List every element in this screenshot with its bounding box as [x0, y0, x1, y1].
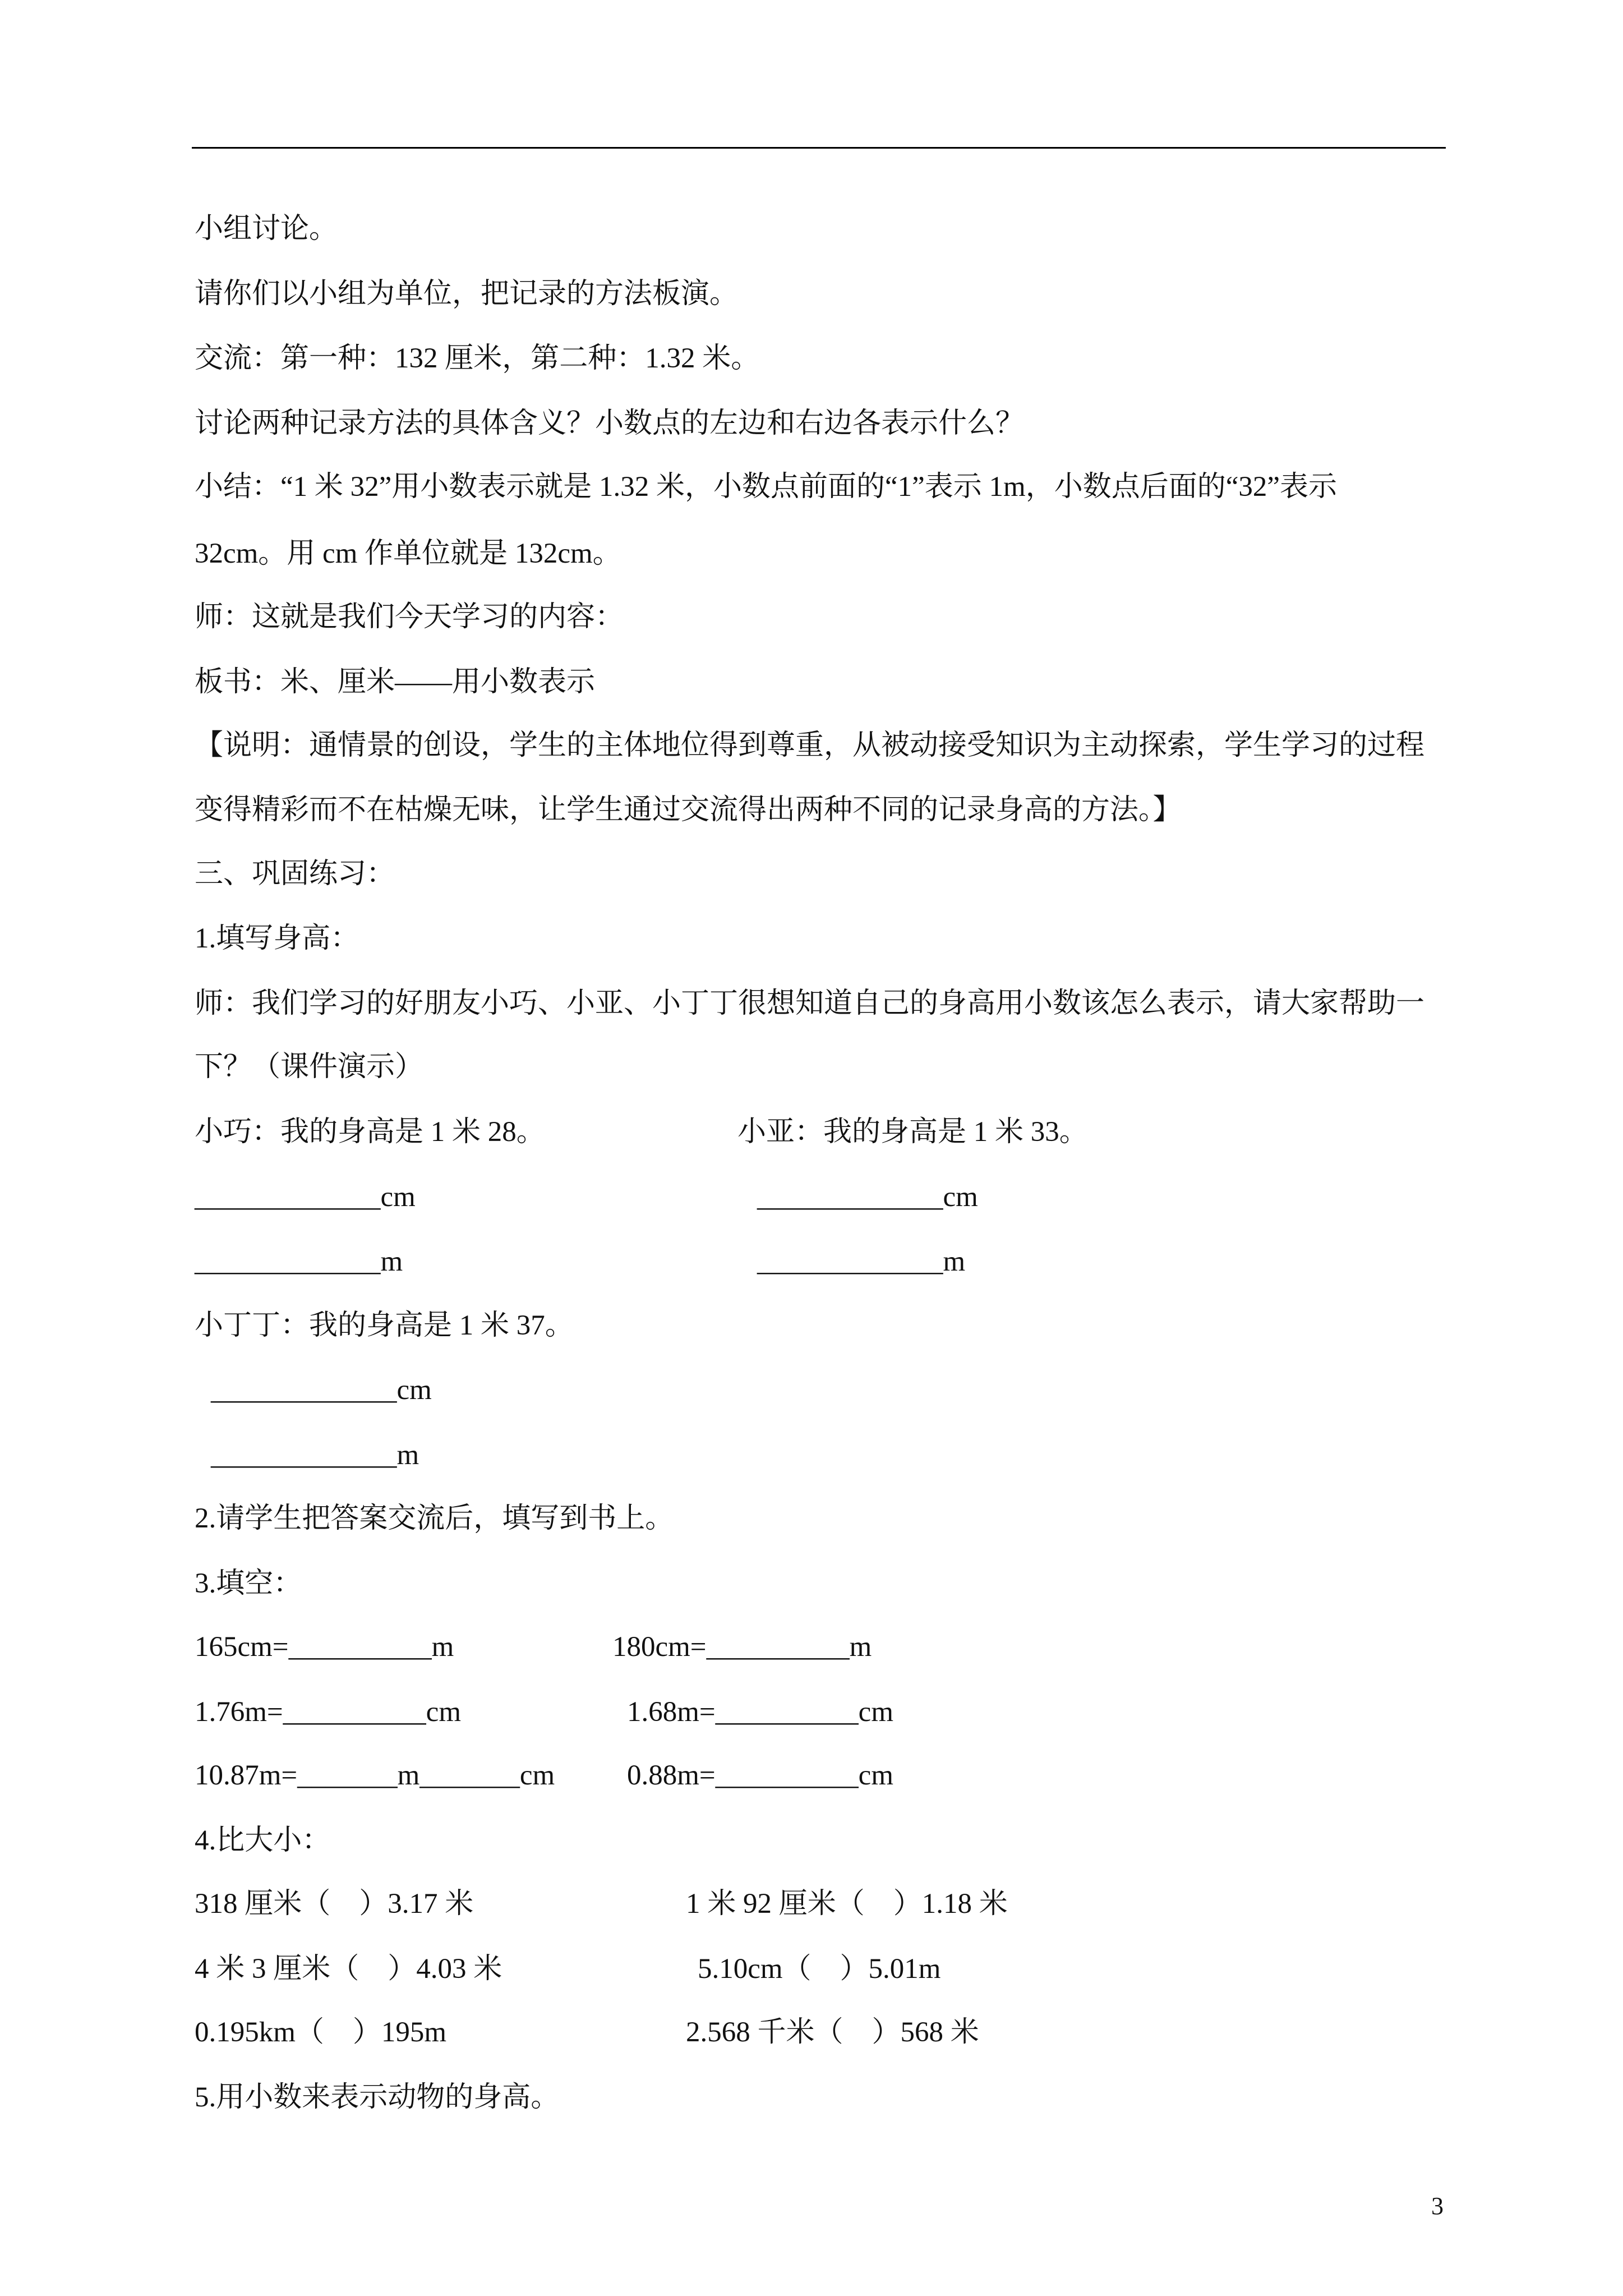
discussion-question-line: 讨论两种记录方法的具体含义？小数点的左边和右边各表示什么？ — [195, 408, 1025, 439]
exchange-line: 交流：第一种：132 厘米，第二种：1.32 米。 — [195, 343, 760, 374]
xiaoya-blank-m: _____________m — [757, 1246, 966, 1277]
q3-item-1-left: 165cm=__________m — [195, 1631, 454, 1663]
q3-title: 3.填空： — [195, 1568, 302, 1599]
q4-item-2-right: 5.10cm（ ）5.01m — [698, 1953, 941, 1985]
practice-heading: 三、巩固练习： — [195, 858, 395, 890]
summary-line-2: 32cm。用 cm 作单位就是 132cm。 — [195, 538, 621, 569]
q3-item-3-left: 10.87m=_______m_______cm — [195, 1760, 555, 1791]
q1-teacher-prompt-line-1: 师：我们学习的好朋友小巧、小亚、小丁丁很想知道自己的身高用小数该怎么表示，请大家帮助一 — [195, 988, 1425, 1019]
xiaodingding-blank-m: _____________m — [211, 1439, 419, 1471]
q3-item-3-right: 0.88m=__________cm — [627, 1760, 893, 1791]
summary-line-1: 小结：“1 米 32”用小数表示就是 1.32 米，小数点前面的“1”表示 1m，小数点后面的“32”表示 — [195, 471, 1337, 503]
q4-item-3-left: 0.195km（ ）195m — [195, 2017, 447, 2048]
xiaoya-statement: 小亚：我的身高是 1 米 33。 — [737, 1116, 1088, 1148]
q1-title: 1.填写身高： — [195, 923, 359, 954]
q3-item-2-left: 1.76m=__________cm — [195, 1696, 461, 1728]
q4-item-3-right: 2.568 千米（ ）568 米 — [686, 2017, 979, 2048]
header-rule — [192, 147, 1446, 149]
q3-item-1-right: 180cm=__________m — [612, 1631, 872, 1663]
note-line-1: 【说明：通情景的创设，学生的主体地位得到尊重，从被动接受知识为主动探索，学生学习的过程 — [195, 730, 1425, 761]
teacher-transition-line: 师：这就是我们今天学习的内容： — [195, 601, 624, 633]
q4-item-1-left: 318 厘米（ ）3.17 米 — [195, 1888, 474, 1920]
q4-title: 4.比大小： — [195, 1825, 331, 1856]
board-writing-line: 板书：米、厘米——用小数表示 — [195, 666, 596, 698]
xiaodingding-statement: 小丁丁：我的身高是 1 米 37。 — [195, 1310, 574, 1341]
xiaoqiao-blank-m: _____________m — [195, 1246, 403, 1277]
q4-item-2-left: 4 米 3 厘米（ ）4.03 米 — [195, 1953, 502, 1985]
xiaoqiao-statement: 小巧：我的身高是 1 米 28。 — [195, 1116, 545, 1148]
xiaoya-blank-cm: _____________cm — [757, 1181, 978, 1213]
xiaoqiao-blank-cm: _____________cm — [195, 1181, 416, 1213]
q4-item-1-right: 1 米 92 厘米（ ）1.18 米 — [686, 1888, 1008, 1920]
xiaodingding-blank-cm: _____________cm — [211, 1374, 432, 1406]
note-line-2: 变得精彩而不在枯燥无味，让学生通过交流得出两种不同的记录身高的方法。】 — [195, 794, 1182, 826]
q5-line: 5.用小数来表示动物的身高。 — [195, 2082, 560, 2113]
group-discussion-line: 小组讨论。 — [195, 213, 338, 245]
board-demo-line: 请你们以小组为单位，把记录的方法板演。 — [195, 278, 739, 310]
q3-item-2-right: 1.68m=__________cm — [627, 1696, 893, 1728]
q1-teacher-prompt-line-2: 下？（课件演示） — [195, 1051, 424, 1083]
page-number: 3 — [1431, 2192, 1444, 2220]
q2-line: 2.请学生把答案交流后，填写到书上。 — [195, 1503, 674, 1534]
